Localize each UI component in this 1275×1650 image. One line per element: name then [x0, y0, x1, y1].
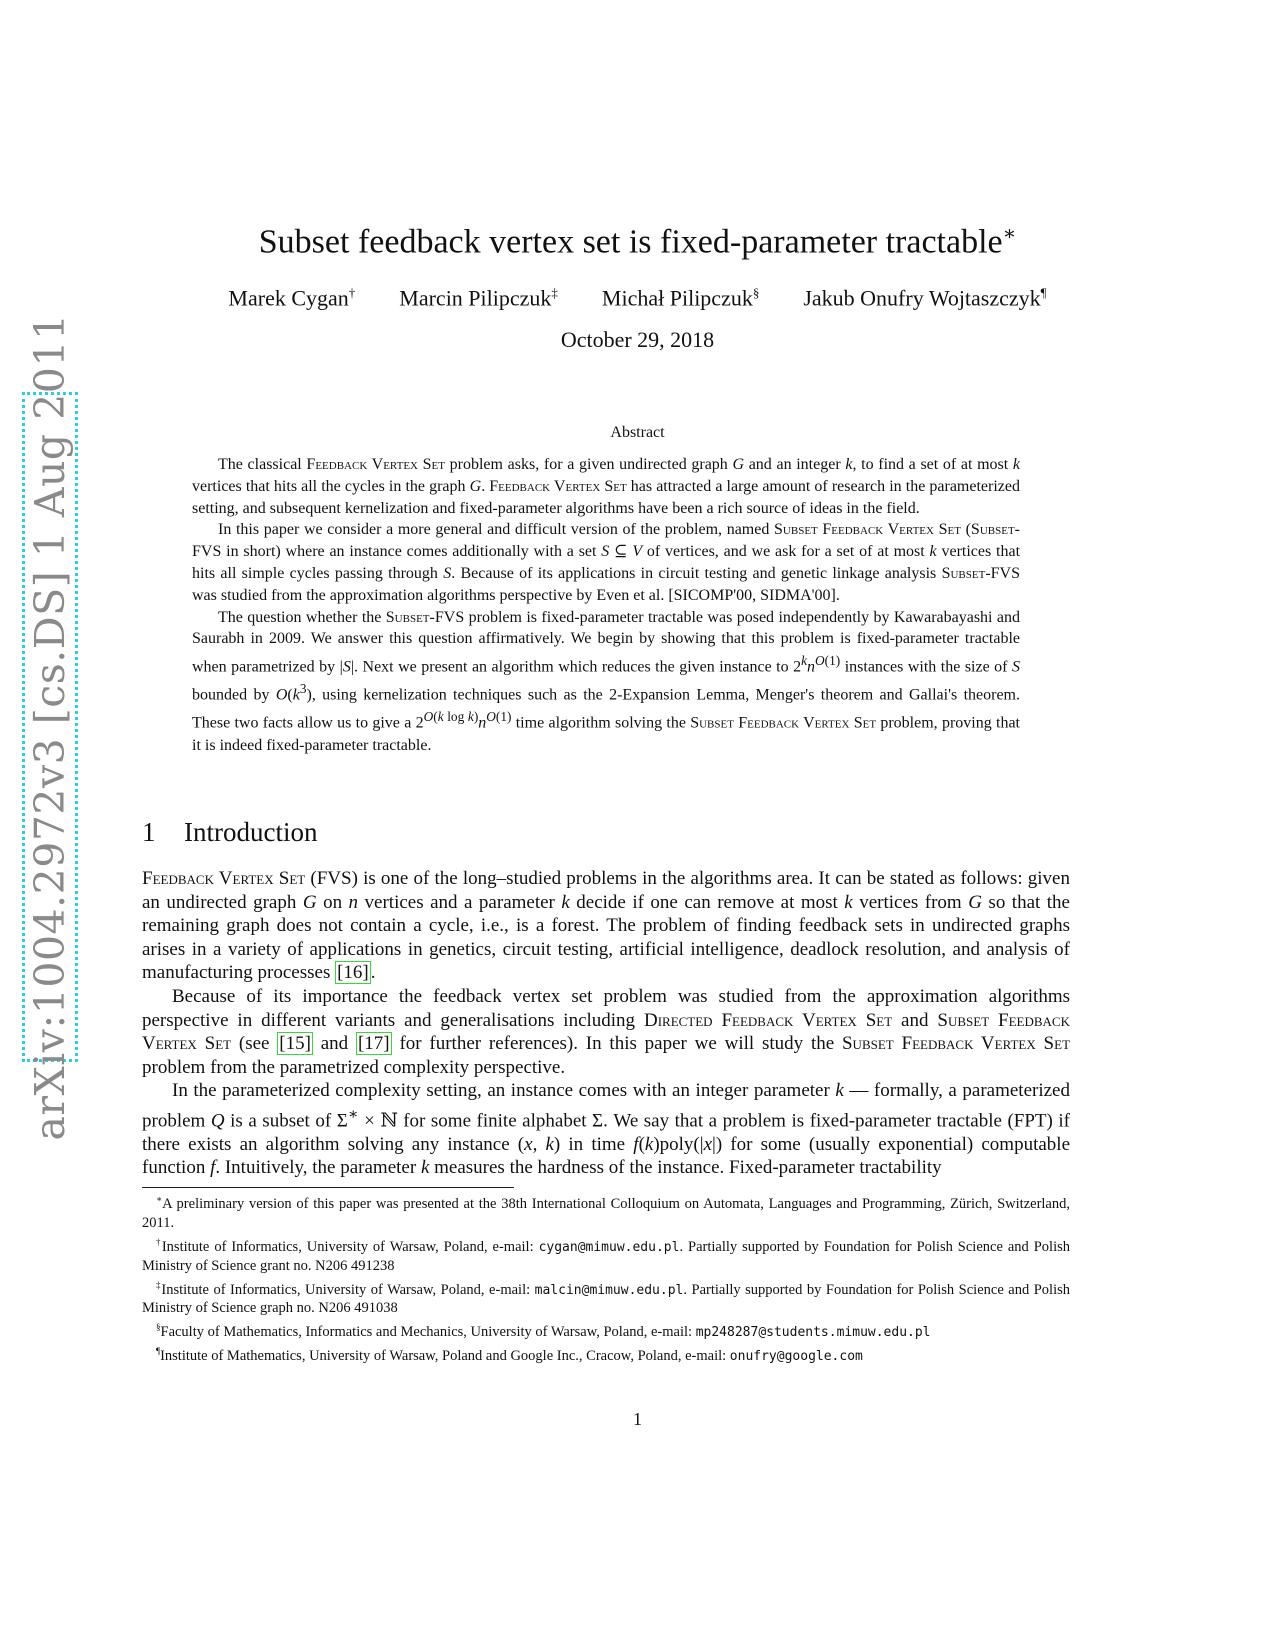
section-number: 1 — [142, 817, 156, 847]
citation-link[interactable]: [17] — [357, 1033, 390, 1055]
paper-title — [150, 212, 1125, 264]
body-paragraph: Because of its importance the feedback vertex set problem was studied from the approximation algorithms perspective in different variants and generalisations including Directed Feedback Vertex Set and Subset Feedback Vertex Set (see [15] and [17] for further references). In this paper we will study the Subset Feedback Vertex Set problem from the parametrized complexity perspective. — [142, 985, 1071, 1078]
author: Michał Pilipczuk§ — [601, 285, 760, 311]
abstract-paragraph: The classical Feedback Vertex Set problem asks, for a given undirected graph G and an integer k, to find a set of at most k vertices that hits all the cycles in the graph G. Feedback Vertex Set has attracted a large amount of research in the parameterized setting, and subsequent kernelization and fixed-parameter algorithms have been a rich source of ideas in the field. — [192, 456, 1020, 517]
introduction-body — [142, 867, 1070, 1180]
abstract-paragraph: In this paper we consider a more general and difficult version of the problem, named Subset Feedback Vertex Set (Subset-FVS in short) where an instance comes additionally with a set S ⊆ V of vertices, and we ask for a set of at most k vertices that hits all simple cycles passing through S. Because of its applications in circuit testing and genetic linkage analysis Subset-FVS was studied from the approximation algorithms perspective by Even et al. [SICOMP'00, SIDMA'00]. — [192, 521, 1021, 604]
email-link[interactable]: cygan@mimuw.edu.pl — [538, 1239, 680, 1255]
footnote: ¶Institute of Mathematics, University of Warsaw, Poland and Google Inc., Cracow, Poland, e-mail: onufry@google.com — [156, 1346, 863, 1365]
page-number: 1 — [633, 1409, 642, 1429]
author: Marek Cygan† — [228, 285, 356, 311]
paper-title-text: Subset feedback vertex set is fixed-parameter tractable — [258, 223, 1003, 261]
footnote: ∗A preliminary version of this paper was presented at the 38th International Colloquium on Automata, Languages and Programming, Zürich, Switzerland, 2011. — [142, 1194, 1070, 1231]
citation-link[interactable]: [15] — [279, 1033, 311, 1055]
section-heading — [142, 815, 1072, 849]
email-link[interactable]: malcin@mimuw.edu.pl — [534, 1282, 684, 1298]
citation-link[interactable]: [16] — [337, 962, 369, 984]
arxiv-identifier-text: arXiv:1004.2972v3 [cs.DS] 1 Aug 2011 — [26, 313, 74, 1141]
footnotes — [142, 1190, 1070, 1366]
abstract-body — [192, 454, 1020, 756]
arxiv-identifier-stamp[interactable] — [22, 313, 78, 1141]
body-paragraph: Feedback Vertex Set (FVS) is one of the long–studied problems in the algorithms area. It can be stated as follows: given an undirected graph G on n vertices and a parameter k decide if one can remove at most k vertices from G so that the remaining graph does not contain a cycle, i.e., is a forest. The problem of finding feedback sets in undirected graphs arises in a variety of applications in genetics, circuit testing, artificial intelligence, deadlock resolution, and analysis of manufacturing processes [16] . — [142, 868, 1070, 984]
body-paragraph: In the parameterized complexity setting, an instance comes with an integer parameter k — formally, a parameterized problem Q is a subset of Σ∗ × ℕ for some finite alphabet Σ. We say that a problem is fixed-parameter tractable (FPT) if there exists an algorithm solving any instance (x, k) in time f(k)poly(|x|) for some (usually exponential) computable function f. Intuitively, the parameter k measures the hardness of the instance. Fixed-parameter tractability — [142, 1080, 1071, 1179]
email-link[interactable]: onufry@google.com — [729, 1349, 863, 1365]
author: Jakub Onufry Wojtaszczyk¶ — [803, 285, 1047, 311]
footnote-separator — [142, 1187, 514, 1188]
footnote: §Faculty of Mathematics, Informatics and Mechanics, University of Warsaw, Poland, e-mail: mp248287@students.mimuw.edu.pl — [156, 1322, 931, 1341]
author-list — [150, 278, 1125, 313]
abstract-paragraph: The question whether the Subset-FVS problem is fixed-parameter tractable was posed independently by Kawarabayashi and Saurabh in 2009. We answer this question affirmatively. We begin by showing that this problem is fixed-parameter tractable when parametrized by |S|. Next we present an algorithm which reduces the given instance to $2^kn^{O(1)}$ instances with the size of S bounded by $O(k^3)$, using kernelization techniques such as the 2-Expansion Lemma, Menger's theorem and Gallai's theorem. These two facts allow us to give a $2^{O(k log k)}n^{O(1)}$ time algorithm solving the Subset Feedback Vertex Set problem, proving that it is indeed fixed-parameter tractable. — [192, 608, 1021, 754]
footnote: †Institute of Informatics, University of Warsaw, Poland, e-mail: cygan@mimuw.edu.pl. Partially supported by Foundation for Polish Science and Polish Ministry of Science grant no. N206 491238 — [142, 1236, 1070, 1274]
email-link[interactable]: mp248287@students.mimuw.edu.pl — [695, 1325, 931, 1341]
footnote: ‡Institute of Informatics, University of Warsaw, Poland, e-mail: malcin@mimuw.edu.pl. Partially supported by Foundation for Polish Science and Polish Ministry of Science graph no. N206 491038 — [142, 1279, 1071, 1317]
author: Marcin Pilipczuk‡ — [399, 285, 558, 311]
title-footnote-mark: ∗ — [1002, 223, 1017, 245]
paper-date: October 29, 2018 — [560, 327, 715, 352]
section-title: Introduction — [184, 817, 318, 847]
abstract-heading: Abstract — [610, 424, 665, 441]
